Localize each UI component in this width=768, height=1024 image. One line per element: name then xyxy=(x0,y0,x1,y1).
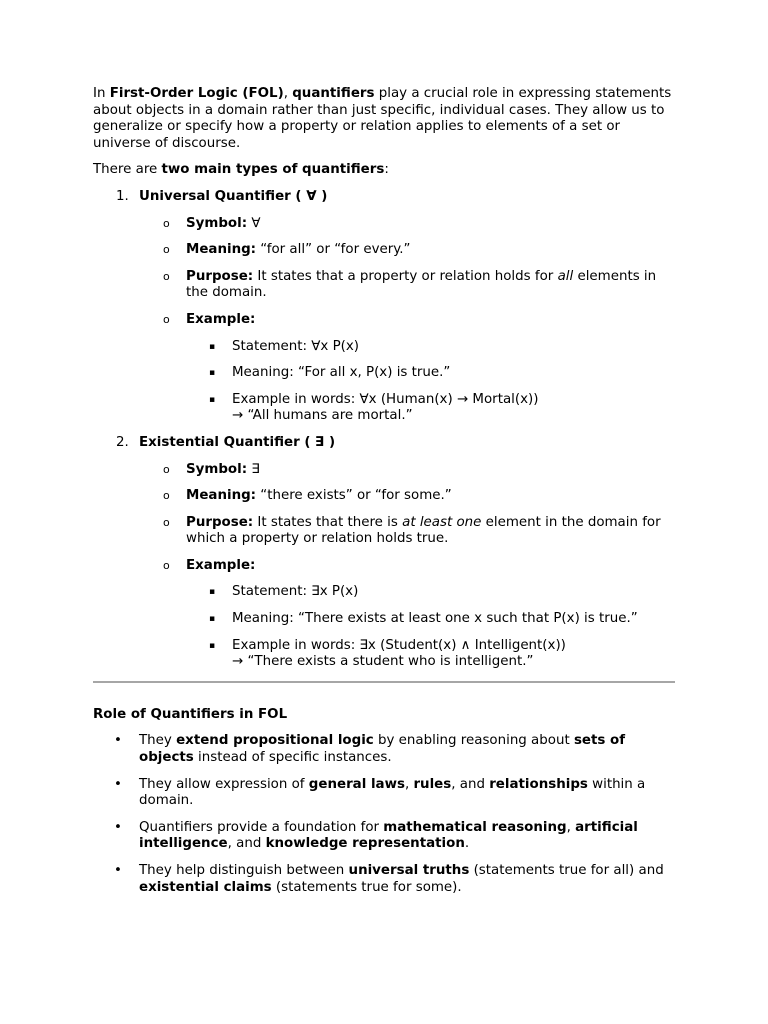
types-paragraph xyxy=(93,162,675,179)
role-4-text-2: (statements true for all) and xyxy=(469,863,664,878)
role-3-text-4: . xyxy=(464,836,470,852)
universal-words-line-1: Example in words: ∀x (Human(x) → Mortal(x)) xyxy=(232,391,539,407)
types-term: two main types of quantifiers xyxy=(161,162,385,178)
role-3-text-1: Quantifiers provide a foundation for xyxy=(139,819,384,835)
meaning-label: Meaning: xyxy=(186,488,257,504)
example-label: Example: xyxy=(186,557,256,573)
dot-bullet-icon: • xyxy=(114,776,122,792)
purpose-label: Purpose: xyxy=(186,514,254,530)
role-section-title xyxy=(93,707,675,724)
role-title-text: Role of Quantifiers in FOL xyxy=(93,706,288,722)
symbol-label: Symbol: xyxy=(186,461,248,477)
role-bullet-1 xyxy=(93,733,675,766)
square-bullet-icon: ▪ xyxy=(209,587,216,598)
universal-purpose-text-1: It states that a property or relation holds for xyxy=(253,268,558,284)
role-1-text-2: by enabling reasoning about xyxy=(373,733,574,749)
dot-bullet-icon: • xyxy=(114,733,122,749)
role-3-strong-3: knowledge representation xyxy=(265,836,465,852)
role-1-text-3: instead of specific instances. xyxy=(193,750,392,766)
circle-bullet-icon: o xyxy=(163,216,170,230)
existential-meaning-value: “there exists” or “for some.” xyxy=(256,488,452,504)
existential-purpose-text-1: It states that there is xyxy=(253,514,403,530)
existential-number: 2. xyxy=(116,434,129,450)
universal-purpose-text-2: elements in the domain. xyxy=(186,268,657,301)
universal-example-statement xyxy=(93,339,675,356)
existential-title: Existential Quantifier ( ∃ ) xyxy=(139,434,336,450)
existential-purpose-item xyxy=(93,515,675,548)
universal-example-words xyxy=(93,392,675,425)
role-2-text-3: , and xyxy=(451,776,490,792)
existential-purpose-emphasis: at least one xyxy=(402,514,482,530)
circle-bullet-icon: o xyxy=(163,462,170,476)
square-bullet-icon: ▪ xyxy=(209,394,216,405)
universal-example-meaning-text: Meaning: “For all x, P(x) is true.” xyxy=(232,365,451,381)
universal-purpose-emphasis: all xyxy=(557,268,574,284)
existential-meaning-item xyxy=(93,488,675,505)
role-3-strong-1: mathematical reasoning xyxy=(383,819,567,835)
universal-words-line-2: → “All humans are mortal.” xyxy=(232,408,413,424)
role-1-text-1: They xyxy=(139,733,177,749)
role-2-strong-3: relationships xyxy=(489,776,588,792)
existential-statement-text: Statement: ∃x P(x) xyxy=(232,584,359,600)
circle-bullet-icon: o xyxy=(163,312,170,326)
symbol-label: Symbol: xyxy=(186,215,248,231)
existential-words-line-1: Example in words: ∃x (Student(x) ∧ Intelligent(x)) xyxy=(232,637,566,653)
square-bullet-icon: ▪ xyxy=(209,640,216,651)
role-3-strong-2: artificial intelligence xyxy=(139,819,638,852)
role-2-strong-2: rules xyxy=(413,776,452,792)
role-4-text-3: (statements true for some). xyxy=(271,879,462,895)
universal-symbol-item xyxy=(93,216,675,233)
universal-statement-text: Statement: ∀x P(x) xyxy=(232,338,360,354)
universal-purpose-item xyxy=(93,269,675,302)
types-text-1: There are xyxy=(93,162,162,178)
role-1-strong-1: extend propositional logic xyxy=(176,733,374,749)
role-2-strong-1: general laws xyxy=(308,776,405,792)
universal-title: Universal Quantifier ( ∀ ) xyxy=(139,188,328,204)
circle-bullet-icon: o xyxy=(163,269,170,283)
role-bullet-4 xyxy=(93,863,675,896)
existential-symbol-value: ∃ xyxy=(247,461,260,477)
existential-example-words xyxy=(93,638,675,671)
existential-heading xyxy=(93,435,675,452)
universal-meaning-item xyxy=(93,242,675,259)
role-bullet-2 xyxy=(93,777,675,810)
dot-bullet-icon: • xyxy=(114,819,122,835)
role-4-strong-2: existential claims xyxy=(139,879,272,895)
universal-example-meaning xyxy=(93,365,675,382)
example-label: Example: xyxy=(186,311,256,327)
square-bullet-icon: ▪ xyxy=(209,341,216,352)
square-bullet-icon: ▪ xyxy=(209,368,216,379)
role-4-strong-1: universal truths xyxy=(348,863,470,878)
square-bullet-icon: ▪ xyxy=(209,614,216,625)
role-1-strong-2: sets of objects xyxy=(139,733,626,766)
types-text-2: : xyxy=(384,162,389,178)
horizontal-divider xyxy=(93,681,675,683)
intro-text-2: , xyxy=(283,86,293,101)
role-2-text-4: within a domain. xyxy=(139,776,646,809)
role-2-text-2: , xyxy=(404,776,414,792)
purpose-label: Purpose: xyxy=(186,268,254,284)
dot-bullet-icon: • xyxy=(114,863,122,878)
document-page xyxy=(93,86,675,906)
meaning-label: Meaning: xyxy=(186,242,257,258)
intro-term-fol: First-Order Logic (FOL) xyxy=(109,86,284,101)
universal-meaning-value: “for all” or “for every.” xyxy=(256,242,411,258)
role-bullet-3 xyxy=(93,820,675,853)
universal-example-item xyxy=(93,312,675,329)
existential-purpose-text-2: element in the domain for which a property or relation holds true. xyxy=(186,514,661,547)
existential-words-line-2: → “There exists a student who is intelligent.” xyxy=(232,654,534,670)
role-3-text-3: , and xyxy=(227,836,266,852)
existential-example-meaning-text: Meaning: “There exists at least one x such that P(x) is true.” xyxy=(232,611,638,627)
universal-heading xyxy=(93,189,675,206)
role-3-text-2: , xyxy=(566,819,576,835)
role-2-text-1: They allow expression of xyxy=(139,776,309,792)
existential-example-item xyxy=(93,558,675,575)
universal-number: 1. xyxy=(116,188,129,204)
intro-text-3: play a crucial role in expressing statements about objects in a domain rather than just specific, individual cases. They allow us to generalize or specify how a property or relation applies to elements of a set or universe of discourse. xyxy=(93,86,672,151)
intro-text-1: In xyxy=(93,86,110,101)
intro-paragraph xyxy=(93,86,675,152)
existential-example-statement xyxy=(93,584,675,601)
circle-bullet-icon: o xyxy=(163,243,170,257)
existential-symbol-item xyxy=(93,462,675,479)
intro-term-quantifiers: quantifiers xyxy=(292,86,375,101)
circle-bullet-icon: o xyxy=(163,558,170,572)
role-4-text-1: They help distinguish between xyxy=(139,863,349,878)
circle-bullet-icon: o xyxy=(163,489,170,503)
circle-bullet-icon: o xyxy=(163,515,170,529)
existential-example-meaning xyxy=(93,611,675,628)
universal-symbol-value: ∀ xyxy=(247,215,261,231)
